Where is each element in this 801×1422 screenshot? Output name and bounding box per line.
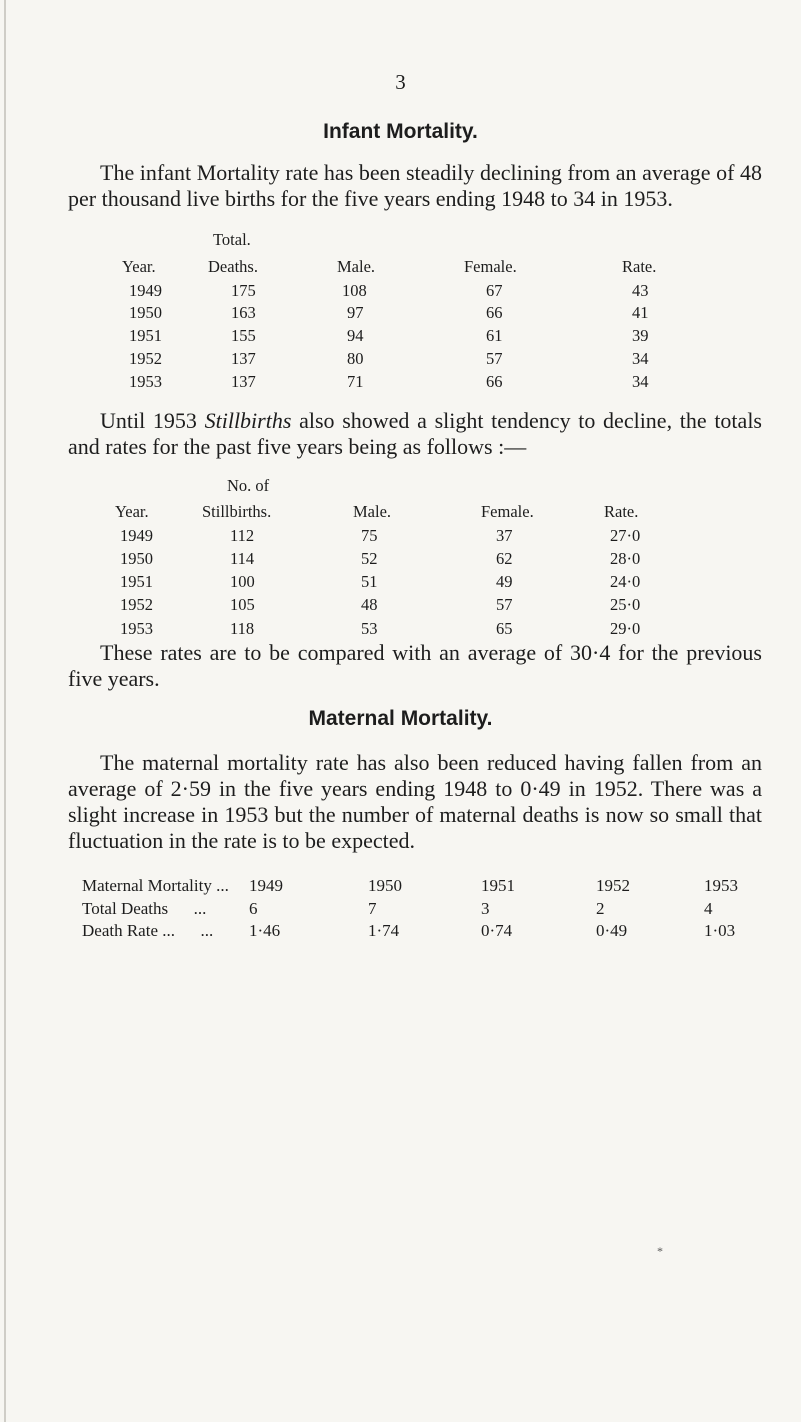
header-female: Female. — [464, 257, 517, 276]
cell-female: 49 — [496, 572, 513, 591]
stillbirths-paragraph-line — [68, 408, 762, 460]
cell-year: 1951 — [120, 572, 153, 591]
cell-male: 48 — [361, 595, 378, 614]
cell-total: 155 — [231, 326, 256, 345]
stillbirths-italic: Stillbirths — [204, 408, 292, 433]
cell-rate: 24·0 — [610, 572, 641, 591]
header-year: Year. — [115, 502, 149, 521]
stillbirths-paragraph — [68, 408, 762, 460]
header-rate: Rate. — [622, 257, 657, 276]
cell-rate: 28·0 — [610, 549, 641, 568]
cell-total: 118 — [230, 619, 255, 638]
header-male: Male. — [337, 257, 376, 276]
cell-rate: 27·0 — [610, 526, 641, 545]
cell-female: 37 — [496, 526, 513, 545]
header-total-top: Total. — [213, 230, 251, 249]
cell-deaths: 4 — [704, 899, 713, 918]
cell-male: 71 — [347, 372, 364, 391]
cell-male: 53 — [361, 619, 378, 638]
row-label: Death Rate ... ... — [82, 921, 214, 940]
cell-male: 52 — [361, 549, 378, 568]
infant-mortality-paragraph — [68, 160, 762, 212]
header-year: Year. — [122, 257, 156, 276]
header-total: Stillbirths. — [202, 502, 272, 521]
page-number: 3 — [395, 70, 406, 94]
cell-male: 97 — [347, 303, 364, 322]
stillbirths-comparison — [68, 640, 762, 692]
maternal-paragraph-text: The maternal mortality rate has also been reduced having fallen from an average of 2·59 in the five years ending 1948 to 0·49 in 1952. There was a slight increase in 1953 but the number of maternal deaths is now so small that fluctuation in the rate is to be expected. — [68, 750, 762, 853]
cell-male: 108 — [342, 281, 367, 300]
comparison-text: These rates are to be compared with an average of 30·4 for the previous five years. — [68, 640, 762, 691]
cell-total: 105 — [230, 595, 255, 614]
cell-female: 61 — [486, 326, 503, 345]
cell-rate: 41 — [632, 303, 649, 322]
cell-year: 1949 — [129, 281, 162, 300]
maternal-mortality-paragraph — [68, 750, 762, 854]
header-female: Female. — [481, 502, 534, 521]
cell-male: 80 — [347, 349, 364, 368]
cell-year: 1953 — [129, 372, 162, 391]
cell-year: 1952 — [596, 876, 630, 895]
cell-total: 137 — [231, 349, 256, 368]
cell-year: 1950 — [120, 549, 153, 568]
maternal-mortality-heading: Maternal Mortality. — [308, 707, 493, 730]
cell-total: 175 — [231, 281, 256, 300]
cell-year: 1951 — [129, 326, 162, 345]
stray-mark: * — [657, 1244, 663, 1258]
cell-rate: 34 — [632, 349, 649, 368]
cell-deaths: 6 — [249, 899, 258, 918]
cell-female: 65 — [496, 619, 513, 638]
cell-year: 1949 — [120, 526, 153, 545]
cell-male: 51 — [361, 572, 378, 591]
cell-rate: 34 — [632, 372, 649, 391]
cell-female: 67 — [486, 281, 503, 300]
header-total: Deaths. — [208, 257, 258, 276]
header-male: Male. — [353, 502, 392, 521]
cell-deaths: 3 — [481, 899, 490, 918]
cell-total: 137 — [231, 372, 256, 391]
cell-male: 94 — [347, 326, 364, 345]
cell-year: 1950 — [368, 876, 402, 895]
stillbirths-text-start: Until 1953 — [100, 408, 197, 433]
cell-deaths: 2 — [596, 899, 605, 918]
cell-year: 1953 — [704, 876, 738, 895]
cell-female: 66 — [486, 303, 503, 322]
cell-female: 57 — [496, 595, 513, 614]
cell-rate: 0·74 — [481, 921, 513, 940]
cell-total: 114 — [230, 549, 255, 568]
infant-mortality-heading: Infant Mortality. — [323, 120, 478, 143]
cell-rate: 1·74 — [368, 921, 400, 940]
cell-year: 1953 — [120, 619, 153, 638]
stillbirths-text-end: also showed a slight tendency to decline, the totals and rates for the past five years being as follows :— — [68, 408, 762, 459]
cell-female: 62 — [496, 549, 513, 568]
cell-year: 1951 — [481, 876, 515, 895]
cell-rate: 1·03 — [704, 921, 736, 940]
cell-total: 112 — [230, 526, 255, 545]
infant-paragraph-text: The infant Mortality rate has been steadily declining from an average of 48 per thousand live births for the five years ending 1948 to 34 in 1953. — [68, 160, 762, 211]
cell-rate: 1·46 — [249, 921, 281, 940]
header-total-top: No. of — [227, 476, 270, 495]
cell-year: 1949 — [249, 876, 283, 895]
cell-female: 57 — [486, 349, 503, 368]
cell-total: 100 — [230, 572, 255, 591]
cell-rate: 29·0 — [610, 619, 641, 638]
cell-total: 163 — [231, 303, 256, 322]
cell-female: 66 — [486, 372, 503, 391]
cell-year: 1952 — [129, 349, 162, 368]
cell-rate: 0·49 — [596, 921, 628, 940]
row-label: Total Deaths ... — [82, 899, 207, 918]
cell-rate: 25·0 — [610, 595, 641, 614]
header-rate: Rate. — [604, 502, 639, 521]
cell-rate: 43 — [632, 281, 649, 300]
cell-male: 75 — [361, 526, 378, 545]
row-label: Maternal Mortality ... — [82, 876, 229, 895]
cell-rate: 39 — [632, 326, 649, 345]
cell-deaths: 7 — [368, 899, 377, 918]
cell-year: 1950 — [129, 303, 162, 322]
cell-year: 1952 — [120, 595, 153, 614]
